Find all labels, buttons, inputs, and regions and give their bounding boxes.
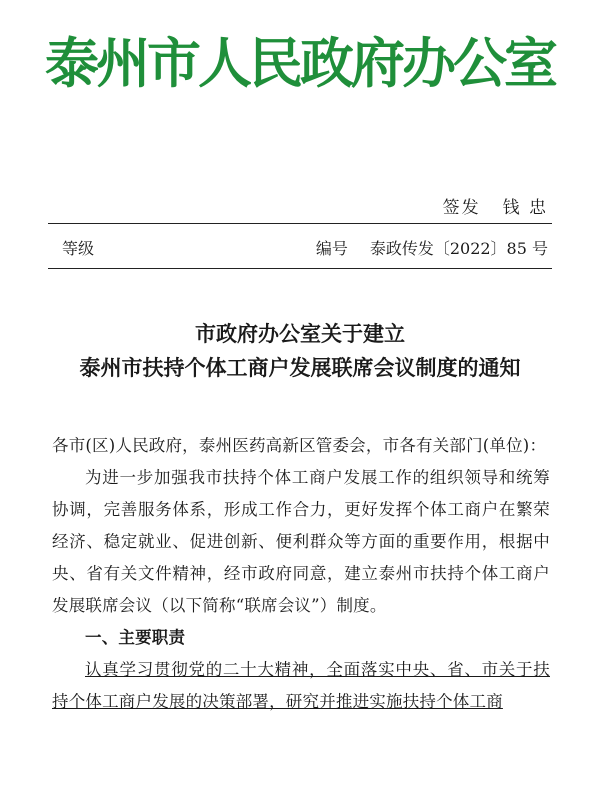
body-paragraph-2: 认真学习贯彻党的二十大精神，全面落实中央、省、市关于扶持个体工商户发展的决策部署，研究并推进实施扶持个体工商 [52,660,550,711]
body-paragraph-1: 为进一步加强我市扶持个体工商户发展工作的组织领导和统筹协调，完善服务体系，形成工作合力，更好发挥个体工商户在繁荣经济、稳定就业、促进创新、便利群众等方面的重要作用，根据中央、省有关文件精神，经市政府同意，建立泰州市扶持个体工商户发展联席会议（以下简称“联席会议”）制度。 [52,468,550,615]
signer-label: 签发 [442,198,481,218]
section-heading-1: 一、主要职责 [85,628,186,647]
signer-name: 钱 忠 [502,198,548,218]
number-label: 编号 [315,239,348,258]
addressee: 各市(区)人民政府，泰州医药高新区管委会，市各有关部门(单位)： [52,436,547,455]
document-number [316,236,548,259]
document-meta-row [62,236,548,259]
document-body [52,430,550,718]
title-line-1: 市政府办公室关于建立 [195,322,405,346]
number-value: 泰政传发〔2022〕85 号 [369,239,548,258]
header-rule-top [48,223,552,224]
masthead-title: 泰州市人民政府办公室 [45,32,555,95]
document-title [30,317,570,385]
header-rule-bottom [48,268,552,269]
signer-line [443,193,548,218]
title-line-2: 泰州市扶持个体工商户发展联席会议制度的通知 [79,356,521,380]
grade-label: 等级 [62,239,95,258]
